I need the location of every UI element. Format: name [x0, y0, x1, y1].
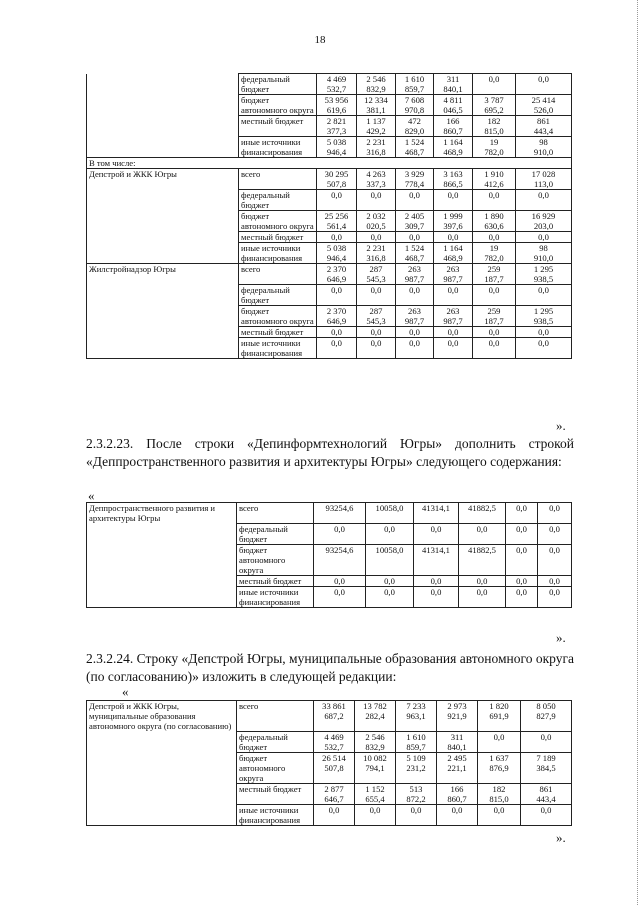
value-cell-3: 0,0	[414, 575, 459, 586]
value-cell-2: 0,0	[357, 327, 396, 338]
value-cell-4: 2 495 221,1	[437, 752, 478, 783]
value-cell-6: 25 414 526,0	[516, 95, 572, 116]
funding-source-cell: бюджет автономного округа	[239, 95, 317, 116]
value-cell-5: 182 815,0	[473, 116, 516, 137]
value-cell-1: 2 370 646,9	[317, 306, 357, 327]
value-cell-5: 0,0	[473, 74, 516, 95]
value-cell-4: 0,0	[434, 232, 473, 243]
row-group-cell	[87, 137, 239, 158]
value-cell-2: 0,0	[366, 523, 414, 544]
funding-source-cell: иные источники финансирования	[237, 586, 314, 607]
row-group-cell	[87, 575, 237, 586]
funding-source-cell: иные источники финансирования	[239, 137, 317, 158]
row-group-cell	[87, 523, 237, 544]
value-cell-5: 1 820 691,9	[478, 701, 521, 732]
funding-source-cell: бюджет автономного округа	[237, 544, 314, 575]
value-cell-2: 0,0	[357, 232, 396, 243]
paragraph-2-3-2-23: 2.3.2.23. После строки «Депинформтехнологий Югры» дополнить строкой «Деппространственного развития и архитектуры Югры» следующего содержания:	[86, 436, 574, 469]
value-cell-1: 2 821 377,3	[317, 116, 357, 137]
row-group-cell	[87, 211, 239, 232]
value-cell-3: 513 872,2	[396, 783, 437, 804]
close-quote-2: ».	[556, 630, 566, 645]
value-cell-5: 1 890 630,6	[473, 211, 516, 232]
row-group-cell	[87, 74, 239, 95]
value-cell-4: 1 164 468,9	[434, 137, 473, 158]
value-cell-4: 0,0	[434, 327, 473, 338]
table-row	[87, 285, 572, 306]
table-row	[87, 752, 572, 783]
value-cell-3: 2 405 309,7	[396, 211, 434, 232]
table-row	[87, 232, 572, 243]
value-cell-3: 263 987,7	[396, 306, 434, 327]
value-cell-6: 0,0	[538, 586, 572, 607]
value-cell-3: 1 610 859,7	[396, 74, 434, 95]
value-cell-4: 0,0	[437, 804, 478, 825]
table-row	[87, 211, 572, 232]
value-cell-5: 1 637 876,9	[478, 752, 521, 783]
value-cell-1: 2 370 646,9	[317, 264, 357, 285]
value-cell-6: 1 295 938,5	[516, 264, 572, 285]
row-group-cell	[87, 327, 239, 338]
value-cell-2: 12 334 381,1	[357, 95, 396, 116]
value-cell-5: 0,0	[478, 731, 521, 752]
value-cell-4: 3 163 866,5	[434, 169, 473, 190]
funding-source-cell: иные источники финансирования	[239, 338, 317, 359]
value-cell-2: 2 231 316,8	[357, 137, 396, 158]
deprostranstvo-table	[86, 502, 572, 608]
value-cell-4: 0,0	[459, 523, 506, 544]
value-cell-2: 0,0	[357, 338, 396, 359]
value-cell-5: 0,0	[473, 338, 516, 359]
value-cell-5: 19 782,0	[473, 243, 516, 264]
value-cell-1: 25 256 561,4	[317, 211, 357, 232]
funding-source-cell: местный бюджет	[237, 783, 314, 804]
funding-source-cell: федеральный бюджет	[239, 74, 317, 95]
table-row	[87, 544, 572, 575]
value-cell-3: 0,0	[396, 285, 434, 306]
value-cell-4: 41882,5	[459, 503, 506, 524]
value-cell-2: 287 545,3	[357, 264, 396, 285]
value-cell-3: 0,0	[414, 586, 459, 607]
funding-source-cell: всего	[239, 264, 317, 285]
value-cell-6: 0,0	[516, 74, 572, 95]
value-cell-6: 16 929 203,0	[516, 211, 572, 232]
value-cell-4: 2 973 921,9	[437, 701, 478, 732]
funding-source-cell: бюджет автономного округа	[237, 752, 314, 783]
value-cell-4: 0,0	[459, 575, 506, 586]
value-cell-4: 0,0	[434, 190, 473, 211]
value-cell-5: 0,0	[473, 190, 516, 211]
row-group-cell	[87, 232, 239, 243]
value-cell-1: 5 038 946,4	[317, 243, 357, 264]
page-edge	[636, 0, 638, 905]
value-cell-6: 98 910,0	[516, 243, 572, 264]
value-cell-6: 0,0	[516, 285, 572, 306]
value-cell-2: 10058,0	[366, 544, 414, 575]
value-cell-3: 41314,1	[414, 503, 459, 524]
table-row	[87, 95, 572, 116]
value-cell-3: 0,0	[396, 190, 434, 211]
value-cell-1: 93254,6	[314, 544, 366, 575]
value-cell-3: 3 929 778,4	[396, 169, 434, 190]
value-cell-2: 2 546 832,9	[357, 74, 396, 95]
table-row	[87, 586, 572, 607]
value-cell-4: 311 840,1	[434, 74, 473, 95]
funding-source-cell: федеральный бюджет	[239, 285, 317, 306]
value-cell-2: 13 782 282,4	[355, 701, 396, 732]
close-quote-1: ».	[556, 418, 566, 433]
row-group-cell	[87, 731, 237, 752]
value-cell-4: 263 987,7	[434, 264, 473, 285]
value-cell-1: 0,0	[314, 523, 366, 544]
open-quote-2: «	[122, 684, 129, 699]
value-cell-5: 0,0	[506, 575, 538, 586]
funding-source-cell: местный бюджет	[239, 327, 317, 338]
value-cell-2: 1 152 655,4	[355, 783, 396, 804]
table-row	[87, 169, 572, 190]
value-cell-1: 93254,6	[314, 503, 366, 524]
value-cell-3: 0,0	[396, 232, 434, 243]
value-cell-4: 1 164 468,9	[434, 243, 473, 264]
table-row	[87, 575, 572, 586]
value-cell-4: 0,0	[434, 338, 473, 359]
value-cell-6: 861 443,4	[521, 783, 572, 804]
table-row	[87, 243, 572, 264]
row-group-cell	[87, 752, 237, 783]
value-cell-2: 2 546 832,9	[355, 731, 396, 752]
funding-source-cell: местный бюджет	[239, 116, 317, 137]
table-row	[87, 523, 572, 544]
value-cell-4: 166 860,7	[434, 116, 473, 137]
value-cell-6: 0,0	[516, 232, 572, 243]
table-row	[87, 137, 572, 158]
row-group-cell	[87, 783, 237, 804]
value-cell-5: 259 187,7	[473, 306, 516, 327]
value-cell-2: 0,0	[357, 285, 396, 306]
row-group-cell	[87, 804, 237, 825]
table-row	[87, 327, 572, 338]
page-number: 18	[314, 34, 326, 46]
value-cell-1: 2 877 646,7	[314, 783, 355, 804]
value-cell-1: 26 514 507,8	[314, 752, 355, 783]
value-cell-2: 0,0	[357, 190, 396, 211]
row-group-cell	[87, 190, 239, 211]
value-cell-3: 0,0	[414, 523, 459, 544]
value-cell-2: 0,0	[366, 586, 414, 607]
value-cell-1: 0,0	[317, 190, 357, 211]
value-cell-1: 4 469 532,7	[317, 74, 357, 95]
value-cell-4: 0,0	[459, 586, 506, 607]
table-row	[87, 731, 572, 752]
funding-source-cell: иные источники финансирования	[237, 804, 314, 825]
close-quote-3: ».	[556, 830, 566, 845]
funding-source-cell: федеральный бюджет	[237, 523, 314, 544]
value-cell-2: 0,0	[355, 804, 396, 825]
budget-table-continued	[86, 73, 572, 359]
value-cell-5: 0,0	[506, 544, 538, 575]
value-cell-1: 4 469 532,7	[314, 731, 355, 752]
value-cell-1: 0,0	[314, 575, 366, 586]
value-cell-6: 17 028 113,0	[516, 169, 572, 190]
value-cell-2: 0,0	[366, 575, 414, 586]
value-cell-3: 1 524 468,7	[396, 137, 434, 158]
row-group-cell	[87, 95, 239, 116]
value-cell-2: 10 082 794,1	[355, 752, 396, 783]
value-cell-5: 0,0	[473, 232, 516, 243]
depstroy-municipal-table	[86, 700, 572, 826]
value-cell-4: 0,0	[434, 285, 473, 306]
value-cell-6: 0,0	[538, 523, 572, 544]
value-cell-5: 19 782,0	[473, 137, 516, 158]
row-group-cell	[87, 285, 239, 306]
funding-source-cell: иные источники финансирования	[239, 243, 317, 264]
value-cell-4: 166 860,7	[437, 783, 478, 804]
value-cell-6: 861 443,4	[516, 116, 572, 137]
in-that-number-label: В том числе:	[87, 158, 572, 169]
funding-source-cell: бюджет автономного округа	[239, 211, 317, 232]
value-cell-2: 1 137 429,2	[357, 116, 396, 137]
row-group-cell	[87, 306, 239, 327]
row-group-cell: Жилстройнадзор Югры	[87, 264, 239, 285]
value-cell-5: 0,0	[506, 523, 538, 544]
table-row	[87, 306, 572, 327]
value-cell-5: 3 787 695,2	[473, 95, 516, 116]
value-cell-5: 0,0	[478, 804, 521, 825]
table-row	[87, 264, 572, 285]
value-cell-1: 30 295 507,8	[317, 169, 357, 190]
funding-source-cell: местный бюджет	[239, 232, 317, 243]
value-cell-3: 7 608 970,8	[396, 95, 434, 116]
value-cell-2: 2 231 316,8	[357, 243, 396, 264]
value-cell-5: 0,0	[506, 503, 538, 524]
value-cell-3: 1 610 859,7	[396, 731, 437, 752]
row-group-cell	[87, 338, 239, 359]
table-row	[87, 804, 572, 825]
value-cell-3: 5 109 231,2	[396, 752, 437, 783]
open-quote-1: «	[88, 488, 95, 503]
value-cell-4: 311 840,1	[437, 731, 478, 752]
table-row	[87, 503, 572, 524]
value-cell-3: 0,0	[396, 804, 437, 825]
funding-source-cell: местный бюджет	[237, 575, 314, 586]
value-cell-3: 472 829,0	[396, 116, 434, 137]
value-cell-6: 0,0	[521, 731, 572, 752]
row-group-cell: Деппространственного развития и архитектуры Югры	[87, 503, 237, 524]
table-row	[87, 190, 572, 211]
value-cell-6: 0,0	[538, 544, 572, 575]
table-row	[87, 338, 572, 359]
table-row	[87, 701, 572, 732]
value-cell-3: 263 987,7	[396, 264, 434, 285]
value-cell-1: 0,0	[317, 327, 357, 338]
value-cell-3: 0,0	[396, 338, 434, 359]
value-cell-3: 0,0	[396, 327, 434, 338]
value-cell-5: 1 910 412,6	[473, 169, 516, 190]
value-cell-6: 0,0	[516, 327, 572, 338]
value-cell-1: 0,0	[317, 338, 357, 359]
row-group-cell	[87, 586, 237, 607]
row-group-cell: Депстрой и ЖКК Югры, муниципальные образования автономного округа (по согласованию)	[87, 701, 237, 732]
row-group-cell: Депстрой и ЖКК Югры	[87, 169, 239, 190]
value-cell-6: 1 295 938,5	[516, 306, 572, 327]
value-cell-6: 0,0	[538, 503, 572, 524]
funding-source-cell: федеральный бюджет	[237, 731, 314, 752]
value-cell-6: 0,0	[521, 804, 572, 825]
value-cell-6: 98 910,0	[516, 137, 572, 158]
value-cell-5: 259 187,7	[473, 264, 516, 285]
funding-source-cell: бюджет автономного округа	[239, 306, 317, 327]
row-group-cell	[87, 544, 237, 575]
value-cell-5: 0,0	[473, 327, 516, 338]
value-cell-4: 1 999 397,6	[434, 211, 473, 232]
funding-source-cell: всего	[237, 701, 314, 732]
value-cell-2: 287 545,3	[357, 306, 396, 327]
value-cell-1: 5 038 946,4	[317, 137, 357, 158]
value-cell-2: 2 032 020,5	[357, 211, 396, 232]
value-cell-1: 53 956 619,6	[317, 95, 357, 116]
row-group-cell	[87, 116, 239, 137]
value-cell-4: 41882,5	[459, 544, 506, 575]
value-cell-3: 1 524 468,7	[396, 243, 434, 264]
value-cell-1: 0,0	[314, 804, 355, 825]
value-cell-6: 0,0	[538, 575, 572, 586]
value-cell-1: 0,0	[317, 232, 357, 243]
value-cell-6: 0,0	[516, 338, 572, 359]
value-cell-4: 4 811 046,5	[434, 95, 473, 116]
value-cell-4: 263 987,7	[434, 306, 473, 327]
value-cell-2: 4 263 337,3	[357, 169, 396, 190]
table-row	[87, 116, 572, 137]
value-cell-1: 0,0	[314, 586, 366, 607]
value-cell-2: 10058,0	[366, 503, 414, 524]
value-cell-5: 0,0	[506, 586, 538, 607]
value-cell-1: 33 861 687,2	[314, 701, 355, 732]
funding-source-cell: всего	[239, 169, 317, 190]
value-cell-5: 182 815,0	[478, 783, 521, 804]
funding-source-cell: всего	[237, 503, 314, 524]
value-cell-3: 41314,1	[414, 544, 459, 575]
table-row	[87, 783, 572, 804]
value-cell-1: 0,0	[317, 285, 357, 306]
row-group-cell	[87, 243, 239, 264]
table-row-in-that-number	[87, 158, 572, 169]
value-cell-5: 0,0	[473, 285, 516, 306]
table-row	[87, 74, 572, 95]
funding-source-cell: федеральный бюджет	[239, 190, 317, 211]
value-cell-6: 8 050 827,9	[521, 701, 572, 732]
value-cell-6: 7 189 384,5	[521, 752, 572, 783]
value-cell-6: 0,0	[516, 190, 572, 211]
paragraph-2-3-2-24: 2.3.2.24. Строку «Депстрой Югры, муниципальные образования автономного округа (по согласованию)» изложить в следующей редакции:	[86, 651, 574, 684]
value-cell-3: 7 233 963,1	[396, 701, 437, 732]
